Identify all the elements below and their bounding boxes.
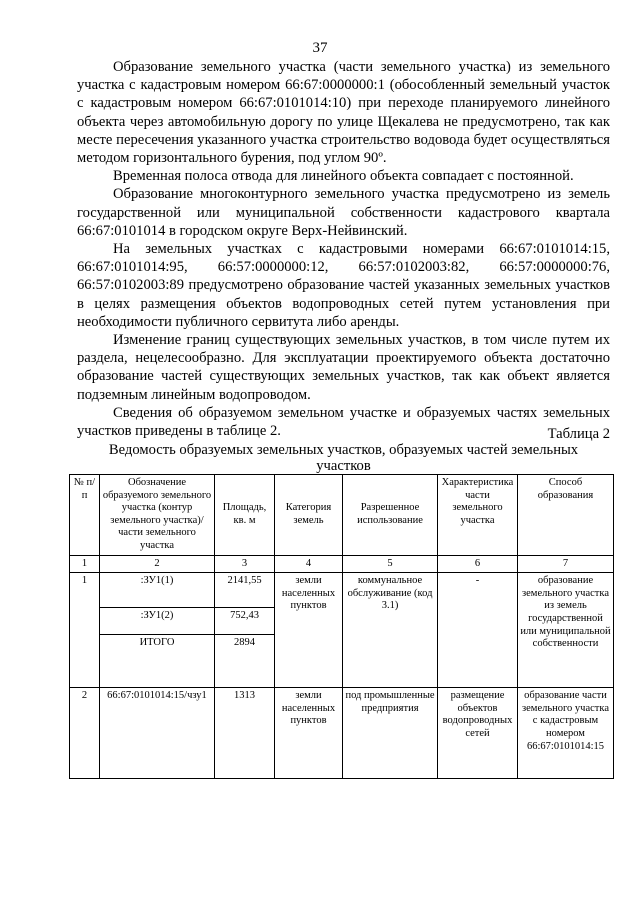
plot-designation: :ЗУ1(1): [100, 573, 215, 608]
paragraph: Образование многоконтурного земельного участка предусмотрено из земель государственной или муниципальной собственности кадастрового квартала 66:67:0101014 в городском округе Верх-Нейвинский.: [77, 186, 610, 239]
header-cell: Категория земель: [275, 475, 343, 556]
table-label: Таблица 2: [547, 426, 610, 442]
header-cell: № п/п: [70, 475, 100, 556]
formation-method: образование части земельного участка с кадастровым номером 66:67:0101014:15: [518, 688, 614, 779]
paragraph: Изменение границ существующих земельных участков, в том числе путем их раздела, нецелесообразно. Для эксплуатации проектируемого объекта достаточно образование частей существующих земельных участков, так как объект является подземным линейным водопроводом.: [77, 332, 610, 403]
permitted-use: под промышленные предприятия: [343, 688, 438, 779]
table-caption: [77, 426, 610, 474]
paragraph: На земельных участках с кадастровыми номерами 66:67:0101014:15, 66:67:0101014:95, 66:57:0000000:12, 66:57:0102003:82, 66:57:0000000:76, 66:57:0102003:89 предусмотрено образование частей указанных земельных участков в целях размещения объектов водопроводных сетей путем установления при необходимости публичного сервитута либо аренды.: [77, 241, 610, 330]
paragraph: Образование земельного участка (части земельного участка) из земельного участка с кадастровым номером 66:67:0000000:1 (обособленный земельный участок с кадастровым номером 66:67:0101014:10) при переходе планируемого линейного объекта через автомобильную дорогу по улице Щекалева не предусмотрено, так как месте пересечения указанного участка строительство водовода будет осуществляться методом горизонтального бурения, под углом 90º.: [77, 59, 610, 167]
table-title: Ведомость образуемых земельных участков, образуемых частей земельных участков: [108, 442, 579, 474]
header-cell: Обозначение образуемого земельного участка (контур земельного участка)/части земельного участка: [100, 475, 215, 556]
paragraph: Временная полоса отвода для линейного объекта совпадает с постоянной.: [113, 168, 574, 185]
column-number: 7: [518, 555, 614, 573]
column-number: 5: [343, 555, 438, 573]
plot-area: 2141,55: [215, 573, 275, 608]
table-row: [70, 573, 614, 608]
part-characteristic: -: [438, 573, 518, 688]
row-number: 2: [70, 688, 100, 779]
plot-designation: ИТОГО: [100, 635, 215, 688]
column-number-row: [70, 555, 614, 573]
page-number: 37: [312, 40, 328, 56]
plot-designation: :ЗУ1(2): [100, 608, 215, 635]
body-text: [77, 58, 610, 440]
header-cell: Площадь, кв. м: [215, 475, 275, 556]
plot-designation: 66:67:0101014:15/чзу1: [100, 688, 215, 779]
land-category: земли населенных пунктов: [275, 573, 343, 688]
column-number: 6: [438, 555, 518, 573]
permitted-use: коммунальное обслуживание (код 3.1): [343, 573, 438, 688]
paragraph: Сведения об образуемом земельном участке и образуемых частях земельных участков приведены в таблице 2.: [77, 404, 610, 440]
column-number: 2: [100, 555, 215, 573]
header-cell: Разрешенное использование: [343, 475, 438, 556]
formation-method: образование земельного участка из земель государственной или муниципальной собственности: [518, 573, 614, 688]
header-cell: Характеристика части земельного участка: [438, 475, 518, 556]
column-number: 1: [70, 555, 100, 573]
row-number: 1: [70, 573, 100, 688]
plot-area: 1313: [215, 688, 275, 779]
column-number: 3: [215, 555, 275, 573]
part-characteristic: размещение объектов водопроводных сетей: [438, 688, 518, 779]
column-number: 4: [275, 555, 343, 573]
plot-area: 752,43: [215, 608, 275, 635]
land-plots-table: [69, 474, 614, 779]
header-cell: Способ образования: [518, 475, 614, 556]
table-row: [70, 688, 614, 779]
plot-area: 2894: [215, 635, 275, 688]
land-category: земли населенных пунктов: [275, 688, 343, 779]
table-header-row: [70, 475, 614, 556]
